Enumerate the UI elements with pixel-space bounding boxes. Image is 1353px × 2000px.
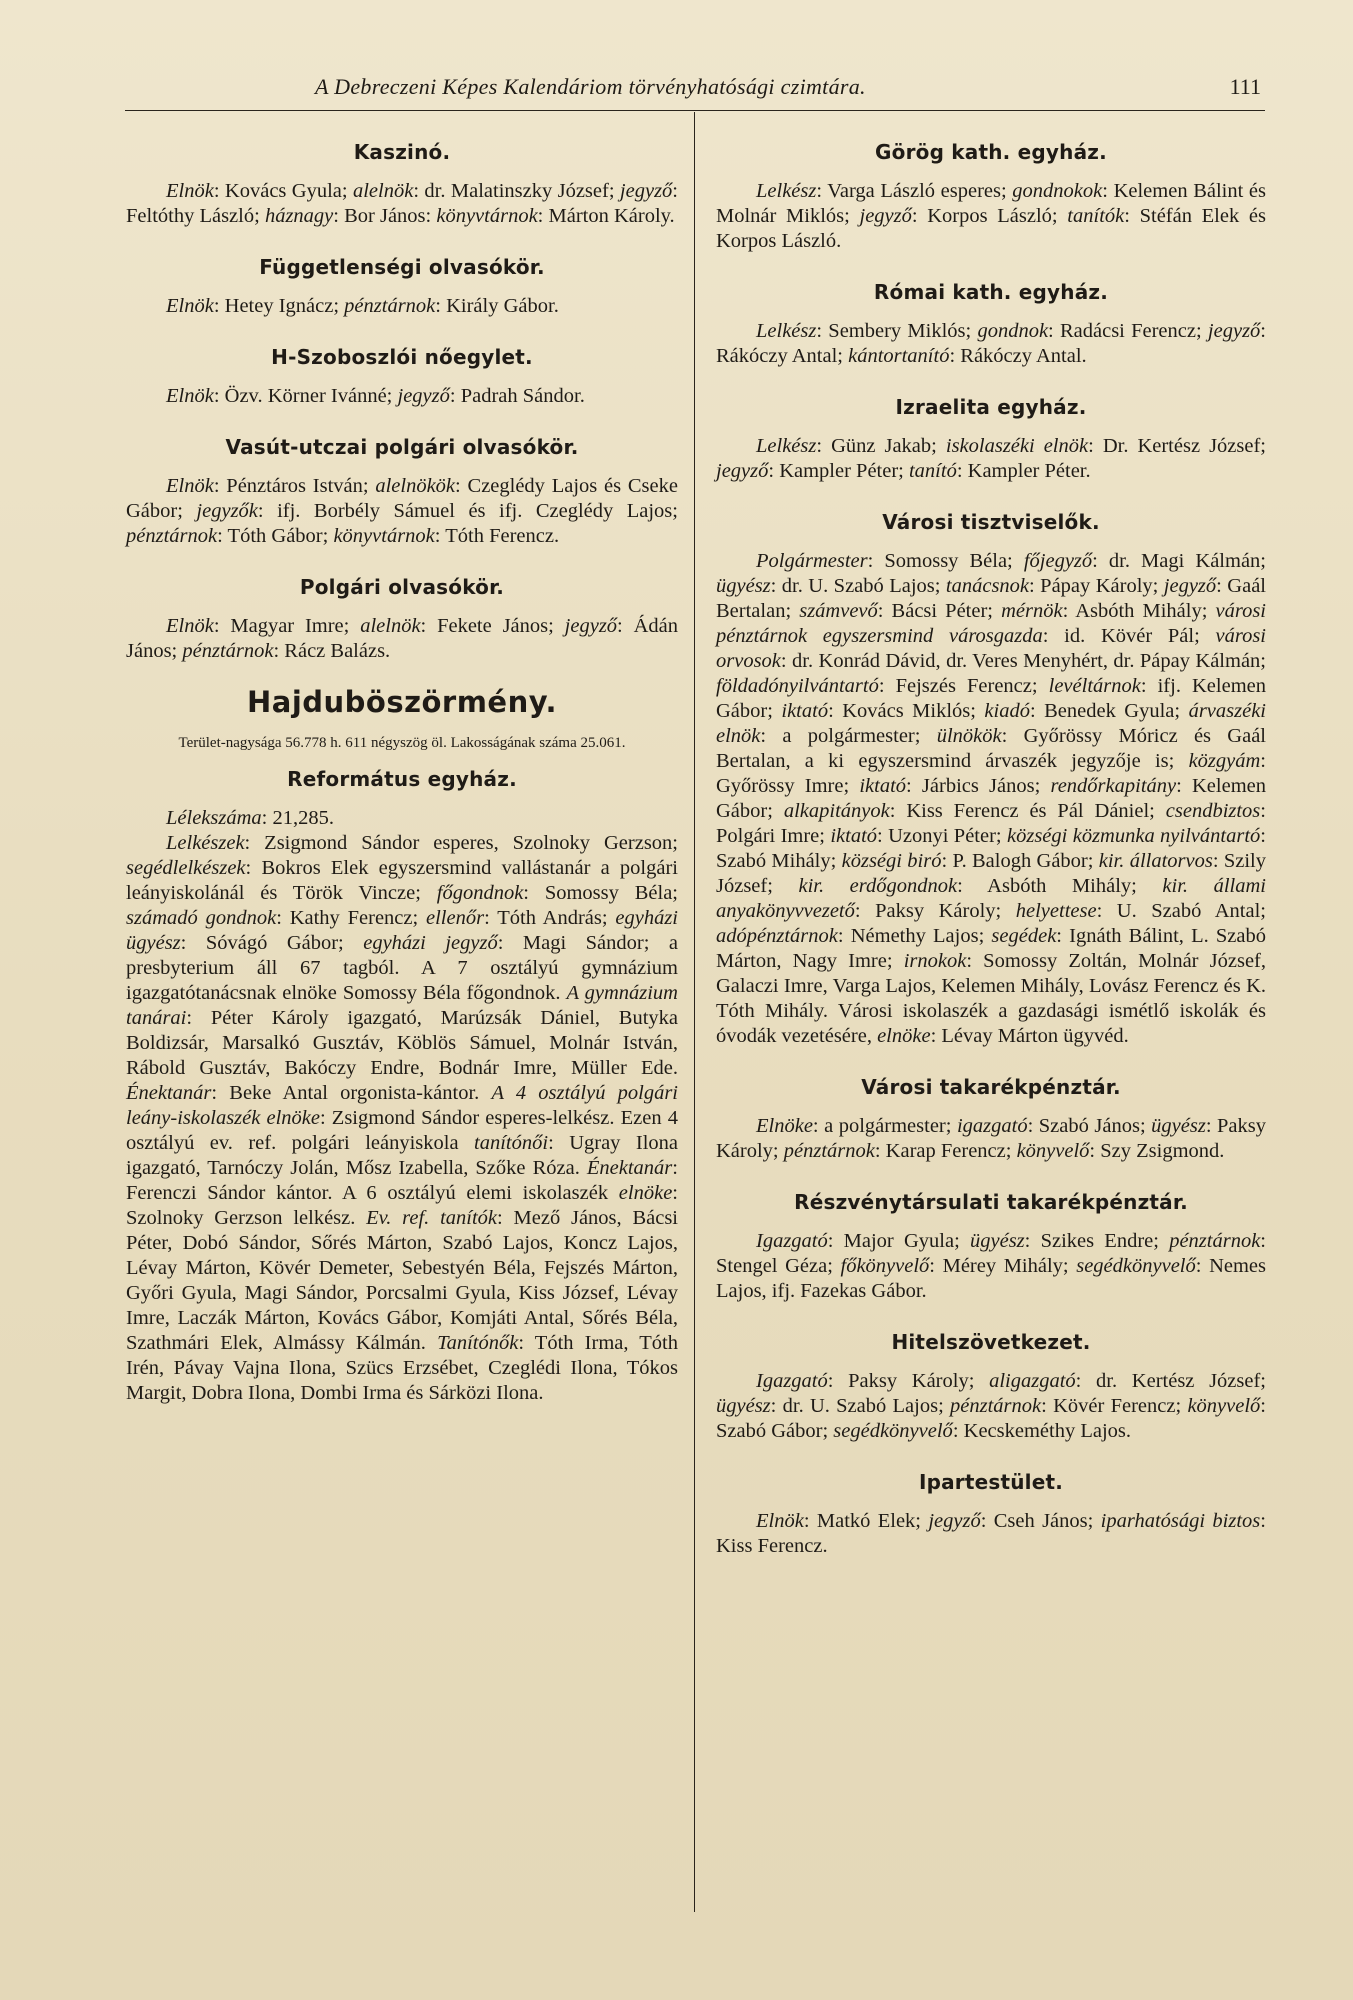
role-label: csendbiztos [1165, 800, 1261, 822]
role-text: : Somossy Zoltán, Molnár József, Galaczi Imre, Varga Lajos, Kelemen Mihály, Lovász Ferencz és K. Tóth Mihály. Városi iskolaszék a gazdasági ismétlő iskolák és óvodák vezetésére, [716, 950, 1266, 1047]
role-label: elnöke [618, 1182, 673, 1204]
role-label: Ev. ref. tanítók [366, 1207, 498, 1229]
role-text: : Asbóth Mihály; [957, 875, 1163, 897]
section-reformatus [126, 767, 678, 1406]
page-number: 111 [1229, 74, 1261, 99]
role-text: : Stéfán Elek és Korpos László. [716, 205, 1266, 252]
column-divider [694, 112, 695, 1912]
section-vasut [126, 435, 678, 549]
role-label: irnokok [903, 950, 967, 972]
role-text: : Major Gyula; [827, 1230, 970, 1252]
role-label: Lélekszáma [166, 807, 262, 829]
role-text: : Kelemen Bálint és Molnár Miklós; [716, 180, 1266, 227]
role-text: : Márton Károly. [537, 205, 675, 227]
section-title: Városi tisztviselők. [882, 510, 1100, 534]
role-label: Elnök [166, 385, 214, 407]
section-title: Ipartestület. [918, 1470, 1064, 1494]
role-text: : Dr. Kertész József; [1088, 435, 1266, 457]
role-text: : Fekete János; [420, 615, 565, 637]
role-label: Elnök [756, 1510, 804, 1532]
role-text: : Özv. Körner Ivánné; [213, 385, 398, 407]
role-label: A gymnázium tanárai [126, 982, 678, 1029]
role-text: : Uzonyi Péter; [877, 825, 1007, 847]
role-label: iktató [781, 700, 829, 722]
role-label: kántortanító [848, 345, 950, 367]
role-label: Lelkész [756, 320, 817, 342]
role-text: : Mező János, Bácsi Péter, Dobó Sándor, Sőrés Márton, Szabó Lajos, Koncz Lajos, Lévay Márton, Kövér Demeter, Sebestyén Béla, Fejszés Márton, Győri Gyula, Magi Sándor, Porcsalmi Gyula, Kiss József, Lévay Imre, Laczák Márton, Kovács Gábor, Komjáti Antal, Sőrés Béla, Szathmári Elek, Almássy Kálmán. [126, 1207, 678, 1354]
role-label: Elnök [166, 180, 214, 202]
role-label: tanácsnok [945, 575, 1030, 597]
role-label: jegyző [564, 615, 618, 637]
role-text: : Bor János: [333, 205, 437, 227]
role-label: könyvelő [1187, 1395, 1261, 1417]
role-text: : Fejszés Ferencz; [878, 675, 1049, 697]
role-label: ügyész [716, 1395, 771, 1417]
role-text: : Pénztáros István; [213, 475, 376, 497]
role-label: ügyész [1151, 1115, 1206, 1137]
role-label: aligazgató [989, 1370, 1076, 1392]
role-text: : Kövér Ferencz; [1041, 1395, 1188, 1417]
role-text: : dr. Konrád Dávid, dr. Veres Menyhért, dr. Pápay Kálmán; [780, 650, 1266, 672]
city-info: Terület-nagysága 56.778 h. 611 négyszög öl. Lakosságának száma 25.061. [178, 735, 626, 751]
role-label: pénztárnok [950, 1395, 1042, 1417]
header-title: A Debreczeni Képes Kalendáriom törvényhatósági czimtára. [315, 74, 866, 99]
role-label: alelnök [360, 615, 421, 637]
section-title: Görög kath. egyház. [875, 140, 1107, 164]
section-text [716, 1229, 1266, 1304]
role-label: számvevő [799, 600, 878, 622]
role-text: : Péter Károly igazgató, Marúzsák Dániel, Butyka Boldizsár, Marsalkó Gusztáv, Köblös Sámuel, Molnár István, Rábold Gusztáv, Bakóczy Endre, Bodnár Imre, Müller Ede. [126, 1007, 678, 1079]
role-label: jegyző [716, 460, 769, 482]
role-text: : ifj. Borbély Sámuel és ifj. Czeglédy Lajos; [257, 500, 678, 522]
role-label: földadónyilvántartó [716, 675, 879, 697]
role-text: : Tóth Gábor; [217, 525, 334, 547]
role-text: : Kecskeméthy Lajos. [952, 1420, 1131, 1442]
role-text: : Polgári Imre; [716, 800, 1266, 847]
role-text: : Ignáth Bálint, L. Szabó Márton, Nagy Imre; [716, 925, 1266, 972]
section-romai [716, 280, 1266, 369]
role-text: : dr. U. Szabó Lajos; [770, 575, 946, 597]
section-title: Polgári olvasókör. [299, 575, 505, 599]
section-title: Függetlenségi olvasókör. [259, 255, 545, 279]
role-label: igazgató [956, 1115, 1028, 1137]
role-label: községi biró [841, 850, 942, 872]
role-text: : Tóth Irma, Tóth Irén, Pávay Vajna Ilona, Szücs Erzsébet, Czeglédi Ilona, Tókos Margit, Dobra Ilona, Dombi Irma és Sárközi Ilona. [126, 1332, 678, 1404]
section-noegylet [126, 345, 678, 409]
role-text: : dr. Malatinszky József; [413, 180, 620, 202]
role-label: jegyző [1163, 575, 1217, 597]
role-text: : Kelemen Gábor; [716, 775, 1266, 822]
role-text: : Lévay Márton ügyvéd. [930, 1025, 1129, 1047]
section-text [126, 179, 678, 229]
role-label: pénztárnok [126, 525, 218, 547]
section-kaszino [126, 140, 678, 229]
role-text: : Tóth András; [484, 907, 616, 929]
role-text: : a polgármester; [760, 725, 937, 747]
section-tisztviselok [716, 510, 1266, 1049]
role-label: főjegyző [1023, 550, 1093, 572]
role-text: : Cseh János; [980, 1510, 1101, 1532]
role-text: : Kovács Gyula; [213, 180, 353, 202]
role-label: számadó gondnok [126, 907, 277, 929]
role-label: pénztárnok [344, 295, 436, 317]
role-label: árvaszéki elnök [716, 700, 1266, 747]
running-header [125, 70, 1265, 111]
role-text: : Győrössy Imre; [716, 750, 1266, 797]
section-fuggetlensegi [126, 255, 678, 319]
role-label: kiadó [984, 700, 1030, 722]
role-label: közgyám [1188, 750, 1261, 772]
role-text: : Szabó Mihály; [716, 825, 1266, 872]
section-ipar [716, 1470, 1266, 1559]
section-reszveny [716, 1190, 1266, 1304]
role-text: : Somossy Béla; [523, 882, 678, 904]
role-text: : Sóvágó Gábor; [180, 932, 364, 954]
role-text: : Rákóczy Antal. [949, 345, 1087, 367]
role-text: : Gaál Bertalan; [716, 575, 1266, 622]
role-label: jegyzők [196, 500, 258, 522]
role-text: : Bácsi Péter; [877, 600, 1002, 622]
role-label: iparhatósági biztos [1100, 1510, 1261, 1532]
role-text: : Ferenczi Sándor kántor. A 6 osztályú elemi iskolaszék [126, 1157, 678, 1204]
section-text [716, 1509, 1266, 1559]
role-label: alelnökök [375, 475, 456, 497]
section-text [716, 319, 1266, 369]
role-label: kir. állatorvos [1098, 850, 1213, 872]
role-text: : Rácz Balázs. [273, 640, 391, 662]
section-title: Kaszinó. [353, 140, 451, 164]
role-label: segédek [991, 925, 1057, 947]
section-text [126, 614, 678, 664]
role-text: : Korpos László; [911, 205, 1068, 227]
role-text: : Némethy Lajos; [837, 925, 992, 947]
section-hitel [716, 1330, 1266, 1444]
role-label: Elnök [166, 615, 214, 637]
role-text: : Padrah Sándor. [449, 385, 585, 407]
section-text [716, 1369, 1266, 1444]
role-label: iktató [859, 775, 907, 797]
role-text: : Stengel Géza; [716, 1230, 1266, 1277]
role-label: mérnök [1001, 600, 1063, 622]
role-text: : Beke Antal orgonista-kántor. [211, 1082, 492, 1104]
role-text: : Paksy Károly; [827, 1370, 990, 1392]
role-text: : Rákóczy Antal; [716, 320, 1266, 367]
section-text [126, 474, 678, 549]
role-label: A 4 osztályú polgári leány-iskolaszék elnöke [126, 1082, 678, 1129]
role-text: : Pápay Károly; [1029, 575, 1164, 597]
role-label: könyvelő [1016, 1140, 1090, 1162]
role-label: segédlelkészek [126, 857, 246, 879]
role-text: : Hetey Ignácz; [213, 295, 345, 317]
role-label: egyházi jegyző [363, 932, 498, 954]
section-text [716, 549, 1266, 1049]
role-label: pénztárnok [1169, 1230, 1261, 1252]
role-text: : Zsigmond Sándor esperes, Szolnoky Gerzson; [244, 832, 678, 854]
section-polgari [126, 575, 678, 664]
section-takarek [716, 1075, 1266, 1164]
role-label: községi közmunka nyilvántartó [1007, 825, 1261, 847]
role-label: főkönyvelő [840, 1255, 930, 1277]
role-text: : Somossy Béla; [867, 550, 1024, 572]
section-text [126, 294, 678, 319]
role-label: jegyző [619, 180, 673, 202]
role-text: : Szolnoky Gerzson lelkész. [126, 1182, 678, 1229]
role-label: iskolaszéki elnök [945, 435, 1089, 457]
role-text: : Ádán János; [126, 615, 678, 662]
role-text: : Mérey Mihály; [929, 1255, 1077, 1277]
role-label: Elnök [166, 295, 214, 317]
role-text: : Magyar Imre; [213, 615, 361, 637]
role-text: : Kovács Miklós; [828, 700, 985, 722]
role-label: Lelkészek [166, 832, 245, 854]
role-label: ellenőr [426, 907, 485, 929]
role-text: : Sembery Miklós; [816, 320, 978, 342]
section-text [716, 1114, 1266, 1164]
role-text: : Karap Ferencz; [874, 1140, 1017, 1162]
role-text: : Benedek Gyula; [1029, 700, 1189, 722]
role-text: : Feltóthy László; [126, 180, 678, 227]
section-title: Református egyház. [287, 767, 517, 791]
section-title: Részvénytársulati takarékpénztár. [794, 1190, 1188, 1214]
role-text: : Király Gábor. [435, 295, 559, 317]
role-text: : Radácsi Ferencz; [1048, 320, 1208, 342]
role-label: Igazgató [756, 1230, 828, 1252]
role-text: : Kampler Péter; [768, 460, 909, 482]
role-label: jegyző [397, 385, 450, 407]
role-label: rendőrkapitány [1050, 775, 1177, 797]
section-text [716, 434, 1266, 484]
section-text [126, 831, 678, 1406]
role-text: : ifj. Kelemen Gábor; [716, 675, 1266, 722]
role-label: Énektanár [126, 1082, 212, 1104]
role-text: : Szily József; [716, 850, 1266, 897]
role-text: : Tóth Ferencz. [434, 525, 560, 547]
role-text: : Matkó Elek; [803, 1510, 929, 1532]
role-label: jegyző [928, 1510, 981, 1532]
role-text: : U. Szabó Antal; [1096, 900, 1266, 922]
role-label: Lelkész [756, 180, 817, 202]
role-label: Polgármester [756, 550, 868, 572]
section-title: Vasút-utczai polgári olvasókör. [225, 435, 579, 459]
role-label: Lelkész [756, 435, 817, 457]
section-title: Hitelszövetkezet. [891, 1330, 1091, 1354]
role-text: : Czeglédy Lajos és Cseke Gábor; [126, 475, 678, 522]
section-title: Római kath. egyház. [873, 280, 1109, 304]
role-text: : Magi Sándor; a presbyterium áll 67 tagból. A 7 osztályú gymnázium igazgatótanácsnak elnöke Somossy Béla főgondnok. [126, 932, 679, 1004]
role-label: iktató [830, 825, 878, 847]
role-label: ügyész [970, 1230, 1025, 1252]
role-label: helyettese [1015, 900, 1097, 922]
role-label: Tanítónők [437, 1332, 519, 1354]
role-label: levéltárnok [1048, 675, 1141, 697]
section-title: H-Szoboszlói nőegylet. [271, 345, 533, 369]
role-text: : Paksy Károly; [854, 900, 1016, 922]
role-text: : Szy Zsigmond. [1089, 1140, 1225, 1162]
role-text: : P. Balogh Gábor; [941, 850, 1099, 872]
role-label: főgondnok [436, 882, 524, 904]
role-text: : Kiss Ferencz. [716, 1510, 1266, 1557]
role-text: : dr. Kertész József; [1075, 1370, 1267, 1392]
role-label: ügyész [716, 575, 771, 597]
role-text: : Szikes Endre; [1024, 1230, 1170, 1252]
role-label: tanító [908, 460, 957, 482]
role-label: kir. állami anyakönyvvezető [716, 875, 1266, 922]
role-label: elnöke [877, 1025, 931, 1047]
role-label: pénztárnok [783, 1140, 875, 1162]
role-text: : Nemes Lajos, ifj. Fazekas Gábor. [716, 1255, 1266, 1302]
role-text: : 21,285. [261, 807, 334, 829]
role-label: Igazgató [756, 1370, 828, 1392]
role-label: tanítók [1067, 205, 1125, 227]
role-label: Énektanár [586, 1157, 673, 1179]
role-label: alelnök [352, 180, 414, 202]
role-text: : Paksy Károly; [716, 1115, 1266, 1162]
role-label: segédkönyvelő [1076, 1255, 1196, 1277]
role-label: könyvtárnok [436, 205, 538, 227]
role-label: egyházi ügyész [126, 907, 678, 954]
role-text: : Szabó János; [1027, 1115, 1152, 1137]
section-title: Városi takarékpénztár. [861, 1075, 1121, 1099]
section-gorog [716, 140, 1266, 254]
role-text: : dr. Magi Kálmán; [1092, 550, 1266, 572]
role-label: jegyző [859, 205, 912, 227]
section-text [126, 384, 678, 409]
role-text: : Bokros Elek egyszersmind vallástanár a polgári leányiskolánál és Török Vincze; [126, 857, 678, 904]
role-label: háznagy [264, 205, 334, 227]
role-text: : Ugray Ilona igazgató, Tarnóczy Jolán, Mősz Izabella, Szőke Róza. [126, 1132, 679, 1179]
section-izraelita [716, 395, 1266, 484]
role-text: : id. Kövér Pál; [1042, 625, 1216, 647]
role-label: Elnök [166, 475, 214, 497]
role-label: adópénztárnok [716, 925, 838, 947]
role-text: : a polgármester; [812, 1115, 957, 1137]
role-label: könyvtárnok [333, 525, 435, 547]
section-title: Izraelita egyház. [895, 395, 1087, 419]
role-text: : Asbóth Mihály; [1062, 600, 1216, 622]
role-label: kir. erdőgondnok [798, 875, 958, 897]
role-text: : dr. U. Szabó Lajos; [770, 1395, 951, 1417]
role-label: pénztárnok [182, 640, 274, 662]
role-text: : Győrössy Móricz és Gaál Bertalan, a ki egyszersmind árvaszék jegyzője is; [716, 725, 1266, 772]
role-text: : Járbics János; [906, 775, 1051, 797]
role-label: városi orvosok [716, 625, 1267, 672]
role-text: : Kiss Ferencz és Pál Dániel; [889, 800, 1166, 822]
role-text: : Zsigmond Sándor esperes-lelkész. Ezen 4 osztályú ev. ref. polgári leányiskola [126, 1107, 678, 1154]
role-text: : Szabó Gábor; [716, 1395, 1266, 1442]
section-text [126, 806, 678, 831]
role-text: : Kampler Péter. [956, 460, 1091, 482]
role-label: ülnökök [936, 725, 1002, 747]
role-label: tanítónői [474, 1132, 549, 1154]
role-text: : Varga László esperes; [816, 180, 1013, 202]
role-text: : Günz Jakab; [816, 435, 946, 457]
role-label: jegyző [1207, 320, 1261, 342]
right-column [716, 140, 1266, 1585]
role-label: Elnöke [756, 1115, 813, 1137]
role-label: városi pénztárnok egyszersmind városgazda [716, 600, 1266, 647]
role-text: : Kathy Ferencz; [276, 907, 427, 929]
left-column [126, 140, 678, 1432]
section-text [716, 179, 1266, 254]
role-label: gondnok [977, 320, 1049, 342]
role-label: segédkönyvelő [833, 1420, 953, 1442]
role-label: alkapitányok [783, 800, 890, 822]
role-label: gondnokok [1012, 180, 1103, 202]
city-title: Hajduböszörmény. [246, 685, 558, 719]
